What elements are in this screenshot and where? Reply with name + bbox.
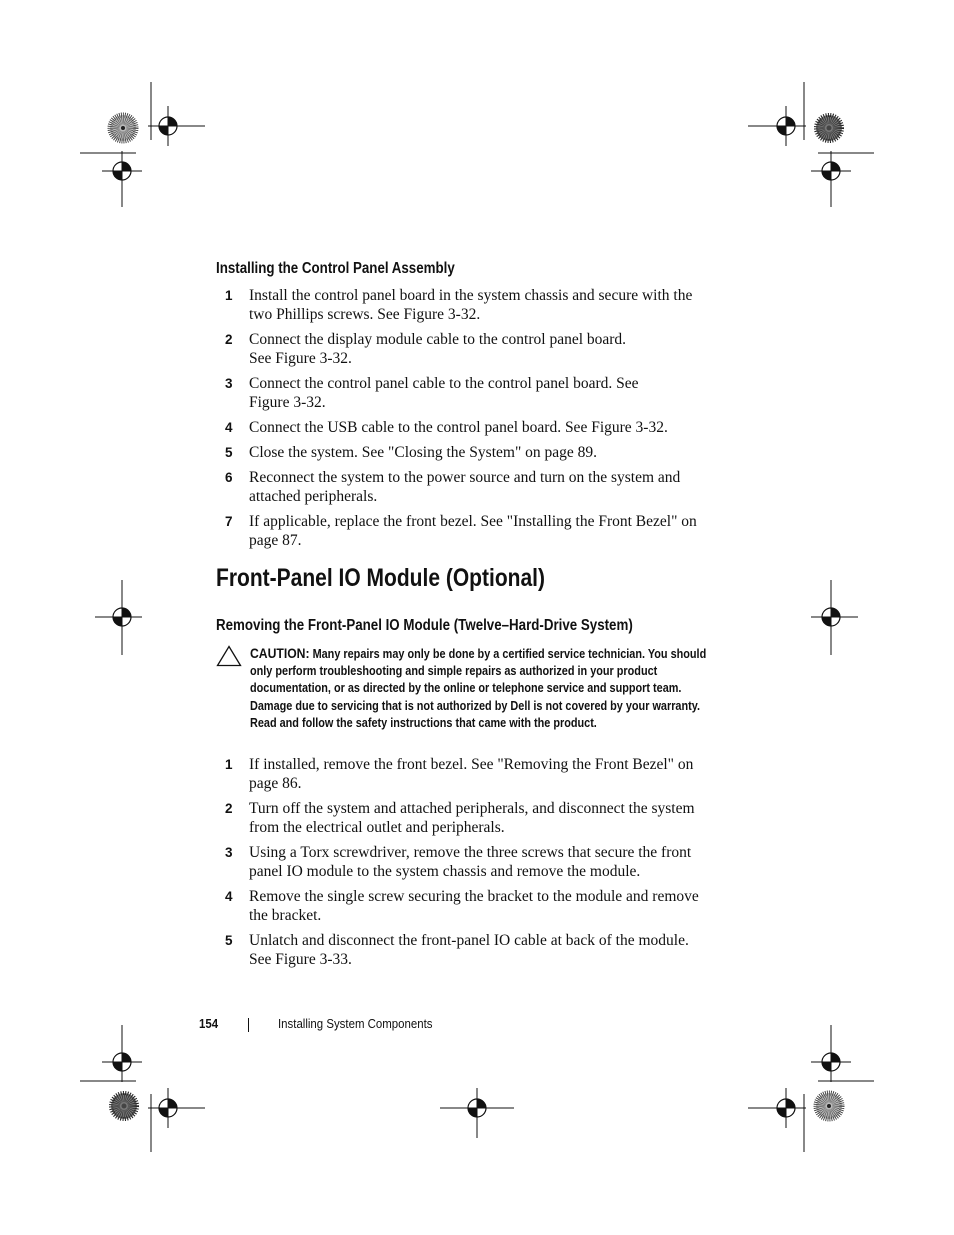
installing-steps-list: [225, 286, 715, 556]
step-number: 4: [225, 889, 233, 904]
step-text: If applicable, replace the front bezel. See "Installing the Front Bezel" on page 87.: [249, 513, 697, 549]
list-item: [225, 286, 715, 324]
step-number: 2: [225, 332, 233, 347]
step-text: Unlatch and disconnect the front-panel IO cable at back of the module. See Figure 3-33.: [249, 932, 689, 968]
caution-label: CAUTION:: [250, 645, 310, 661]
step-number: 3: [225, 845, 233, 860]
caution-text: Many repairs may only be done by a certified service technician. You should only perform troubleshooting and simple repairs as authorized in your product documentation, or as directed by the online or telephone service and support team. Damage due to servicing that is not authorized by Dell is not covered by your warranty. Read and follow the safety instructions that came with the product.: [250, 647, 707, 730]
step-text: Connect the USB cable to the control panel board. See Figure 3-32.: [249, 419, 668, 436]
step-text: Connect the control panel cable to the control panel board. See Figure 3-32.: [249, 375, 639, 411]
step-number: 4: [225, 420, 233, 435]
list-item: [225, 843, 715, 881]
list-item: [225, 418, 715, 437]
step-text: Turn off the system and attached peripherals, and disconnect the system from the electrical outlet and peripherals.: [249, 800, 695, 836]
footer-divider: [248, 1018, 249, 1032]
step-text: Using a Torx screwdriver, remove the three screws that secure the front panel IO module to the system chassis and remove the module.: [249, 844, 692, 880]
caution-triangle-icon: [216, 645, 242, 667]
list-item: [225, 512, 715, 550]
step-text: Remove the single screw securing the bracket to the module and remove the bracket.: [249, 888, 699, 924]
list-item: [225, 887, 715, 925]
step-number: 3: [225, 376, 233, 391]
section-heading-removing-io-module: Removing the Front-Panel IO Module (Twelve–Hard-Drive System): [216, 617, 633, 634]
color-starburst-icon: [816, 1093, 842, 1119]
list-item: [225, 374, 715, 412]
step-text: Connect the display module cable to the control panel board. See Figure 3-32.: [249, 331, 627, 367]
step-number: 2: [225, 801, 233, 816]
color-starburst-icon: [111, 1093, 137, 1119]
step-number: 6: [225, 470, 233, 485]
removing-steps-list: [225, 755, 715, 975]
step-number: 5: [225, 445, 233, 460]
color-starburst-icon: [816, 115, 842, 141]
chapter-title: Front-Panel IO Module (Optional): [216, 564, 545, 592]
footer-section-title: Installing System Components: [278, 1016, 433, 1031]
color-starburst-icon: [110, 115, 136, 141]
list-item: [225, 799, 715, 837]
step-number: 7: [225, 514, 233, 529]
list-item: [225, 330, 715, 368]
step-text: Close the system. See "Closing the System" on page 89.: [249, 444, 598, 461]
step-number: 1: [225, 288, 233, 303]
list-item: [225, 443, 715, 462]
step-text: Reconnect the system to the power source and turn on the system and attached peripherals.: [249, 469, 681, 505]
step-text: If installed, remove the front bezel. See "Removing the Front Bezel" on page 86.: [249, 756, 694, 792]
page-number: 154: [199, 1016, 219, 1031]
step-number: 1: [225, 757, 233, 772]
step-text: Install the control panel board in the system chassis and secure with the two Phillips screws. See Figure 3-32.: [249, 287, 693, 323]
step-number: 5: [225, 933, 233, 948]
list-item: [225, 931, 715, 969]
list-item: [225, 755, 715, 793]
list-item: [225, 468, 715, 506]
section-heading-installing-control-panel: Installing the Control Panel Assembly: [216, 260, 455, 277]
